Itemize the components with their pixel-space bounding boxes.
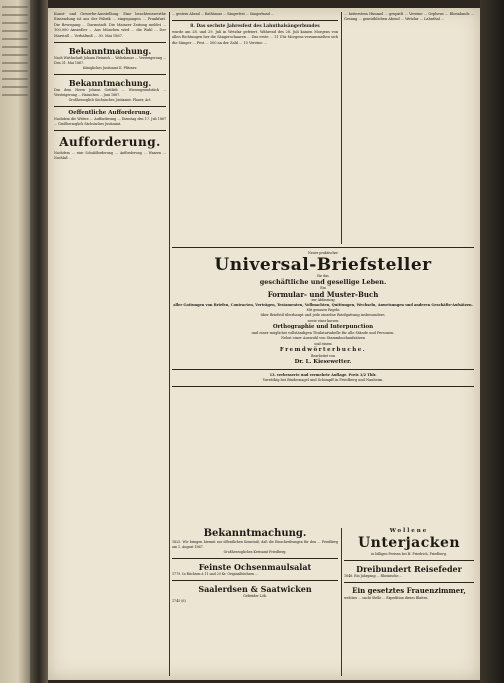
saatwicken-ad-sub: Gebrüder Löb. [243,594,267,598]
ad-desc-3: über Briefstil überhaupt und jede einzelne Briefgattung insbesondere, [260,313,386,318]
ad-desc-9: Fremdwörterbuche. [279,346,367,353]
bottom-middle-column [172,528,338,604]
bottom-right-column [344,528,474,601]
column-3-article-body: ... heiterstem Himmel ... gespielt ... Vereine ... Orpheus ... Rheinlands ... Gesang ... gemüthlichen Abend ... Wetzlar ... Lahnthal ... [344,12,474,22]
bottom-notice-body: 1825. Wir bringen hiermit zur öffentlichen Kenntniß, daß die Einschreibungen für den ... Friedberg am 1. August 1867. [172,540,338,549]
notice-1-title: Bekanntmachung. [68,46,152,57]
notice-2-signature: Großherzoglich Sächsisches Justizamt. Planer, Act. [68,98,152,103]
ad-desc-4: sowie einer kurzen [307,318,339,323]
article-heading: 8. Das sechste Jahresfest des Lahnthalsängerbundes [190,24,320,29]
ad-publisher: Vorräthig bei Bindernagel und Schimpff in Friedberg und Nauheim. [262,378,384,383]
frauenzimmer-ad-body: welches ... sucht Stelle ... Expedition dieses Blattes. [344,596,429,600]
reisefeder-ad-title: Dreibundert Reisefeder [356,564,462,574]
notice-2-body: Das dem Herrn Johann Gottlieb ... Wiesengrundstück ... Versteigerung ... Hainichen ... Juni 1867. [54,88,166,98]
unterjacken-ad-sub: in billigen Preisen bei H. Friedrich, Friedberg. [371,552,447,556]
ad-for-line: für das [317,274,329,278]
ad-subtitle: geschäftliche und gesellige Leben. [259,278,387,286]
column-divider-2 [341,12,342,244]
saatwicken-ad-number: 1745 (6) [172,599,186,603]
ad-desc-2: Mit genauen Regeln [306,308,340,313]
article-body: wurde am 28. und 29. Juli in Wetzlar gefeiert. Während des 28. Juli kamen Morgens von allen Richtungen her die Sängerschaaren ... Das erste ... 11 Uhr Morgens versammelten sich die Sänger ... Fest ... 500 an der Zahl ... 15 Vereine ... [172,30,338,45]
ad-desc-1: aller Gattungen von Briefen, Contracten, Verträgen, Testamenten, Vollmachten, Quittungen, Wechseln, Anweisungen und anderen Geschäfts-Aufsätzen. [173,303,473,307]
ad-desc-6: und einer möglichst vollständigen Titulaturtabelle für alle Stände und Personen. [251,330,395,335]
newspaper-page [48,8,480,680]
ad-desc-7: Nebst einer Auswahl von Stammbuchaufsätzen [280,336,366,341]
ad-desc-8: und einem [314,341,332,346]
ad-desc-5: Orthographie und Interpunction [272,323,374,330]
frauenzimmer-ad-title: Ein gesetztes Frauenzimmer, [352,586,466,595]
notice-4-body: Nachdem ... eine Schuldforderung ... Aufforderung ... Waaren ... Nachlaß ... [54,151,166,161]
column-3-top [344,12,474,23]
column-1-news-text: Kunst- und Gewerbe-Ausstellung. Eine beachtenswerthe Einsendung ist aus der Fabrik ... eingegangen ... Frankfurt. Die Bewegung ... Darmstadt. Die Mainzer Zeitung meldet ... 100,000 Ansiedler ... Aus München wird ... die Wahl ... Der Marstall ... Verhältniß ... 30. Mai 1867. [54,12,166,38]
column-divider-3 [341,528,342,676]
notice-4-title: Aufforderung. [59,135,161,150]
unterjacken-ad-title: Unterjacken [357,535,461,551]
ochsenmaul-ad-body: 1779. In Büchsen à 11 und 20 Kr. Originalbüchsen ... [172,572,259,576]
notice-3-title: Oeffentliche Aufforderung. [68,110,152,117]
column-1 [54,12,166,161]
unterjacken-ad-kicker: Wollene [389,528,429,534]
column-2-intro: ... gestern Abend ... Rathhause ... Sängerfest ... Sängerbund ... [172,12,274,16]
ochsenmaul-ad-title: Feinste Ochsenmaulsalat [198,562,312,572]
ad-ein: Ein [320,286,326,290]
book-gutter [30,0,48,683]
notice-3-body: Nachdem die Wittwe ... Aufforderung ... Dienstag den 17. Juli 1867 ... Großherzoglich Sächsisches Justizamt. [54,117,166,127]
ad-kicker: Neuer praktischer [308,251,338,255]
ad-title: Universal-Briefsteller [214,255,432,275]
ad-author-intro: Bearbeitet von [311,353,335,358]
column-2-top [172,12,338,46]
right-book-edge [480,0,504,683]
briefsteller-advertisement [172,244,474,383]
ad-formular: Formular- und Muster-Buch [267,290,379,299]
notice-1-body: Nach Wirthschaft Johann Heinrich ... Wohnhause ... Versteigerung ... Den 31. Mai 1867. [54,56,166,66]
column-divider-1 [169,12,170,676]
bottom-notice-signature: Großherzogliches Kreisamt Friedberg. [223,550,287,554]
ad-zur: zur Abfassung [311,298,335,302]
notice-1-signature: Königliches Justizamt II. Pfitzner. [83,66,137,71]
ad-edition: 13. verbesserte und vermehrte Auflage. Preis 1/2 Thlr. [269,372,377,377]
reisefeder-ad-body: 1846. Ein Jahrgang ... Rheinische ... [344,574,403,578]
saatwicken-ad-title: Saalerdsen & Saatwicken [198,584,312,594]
ad-author: Dr. L. Kiesewetter. [294,358,352,365]
bottom-notice-title: Bekanntmachung. [203,528,307,539]
notice-2-title: Bekanntmachung. [68,78,152,89]
left-page-edge [0,0,30,683]
